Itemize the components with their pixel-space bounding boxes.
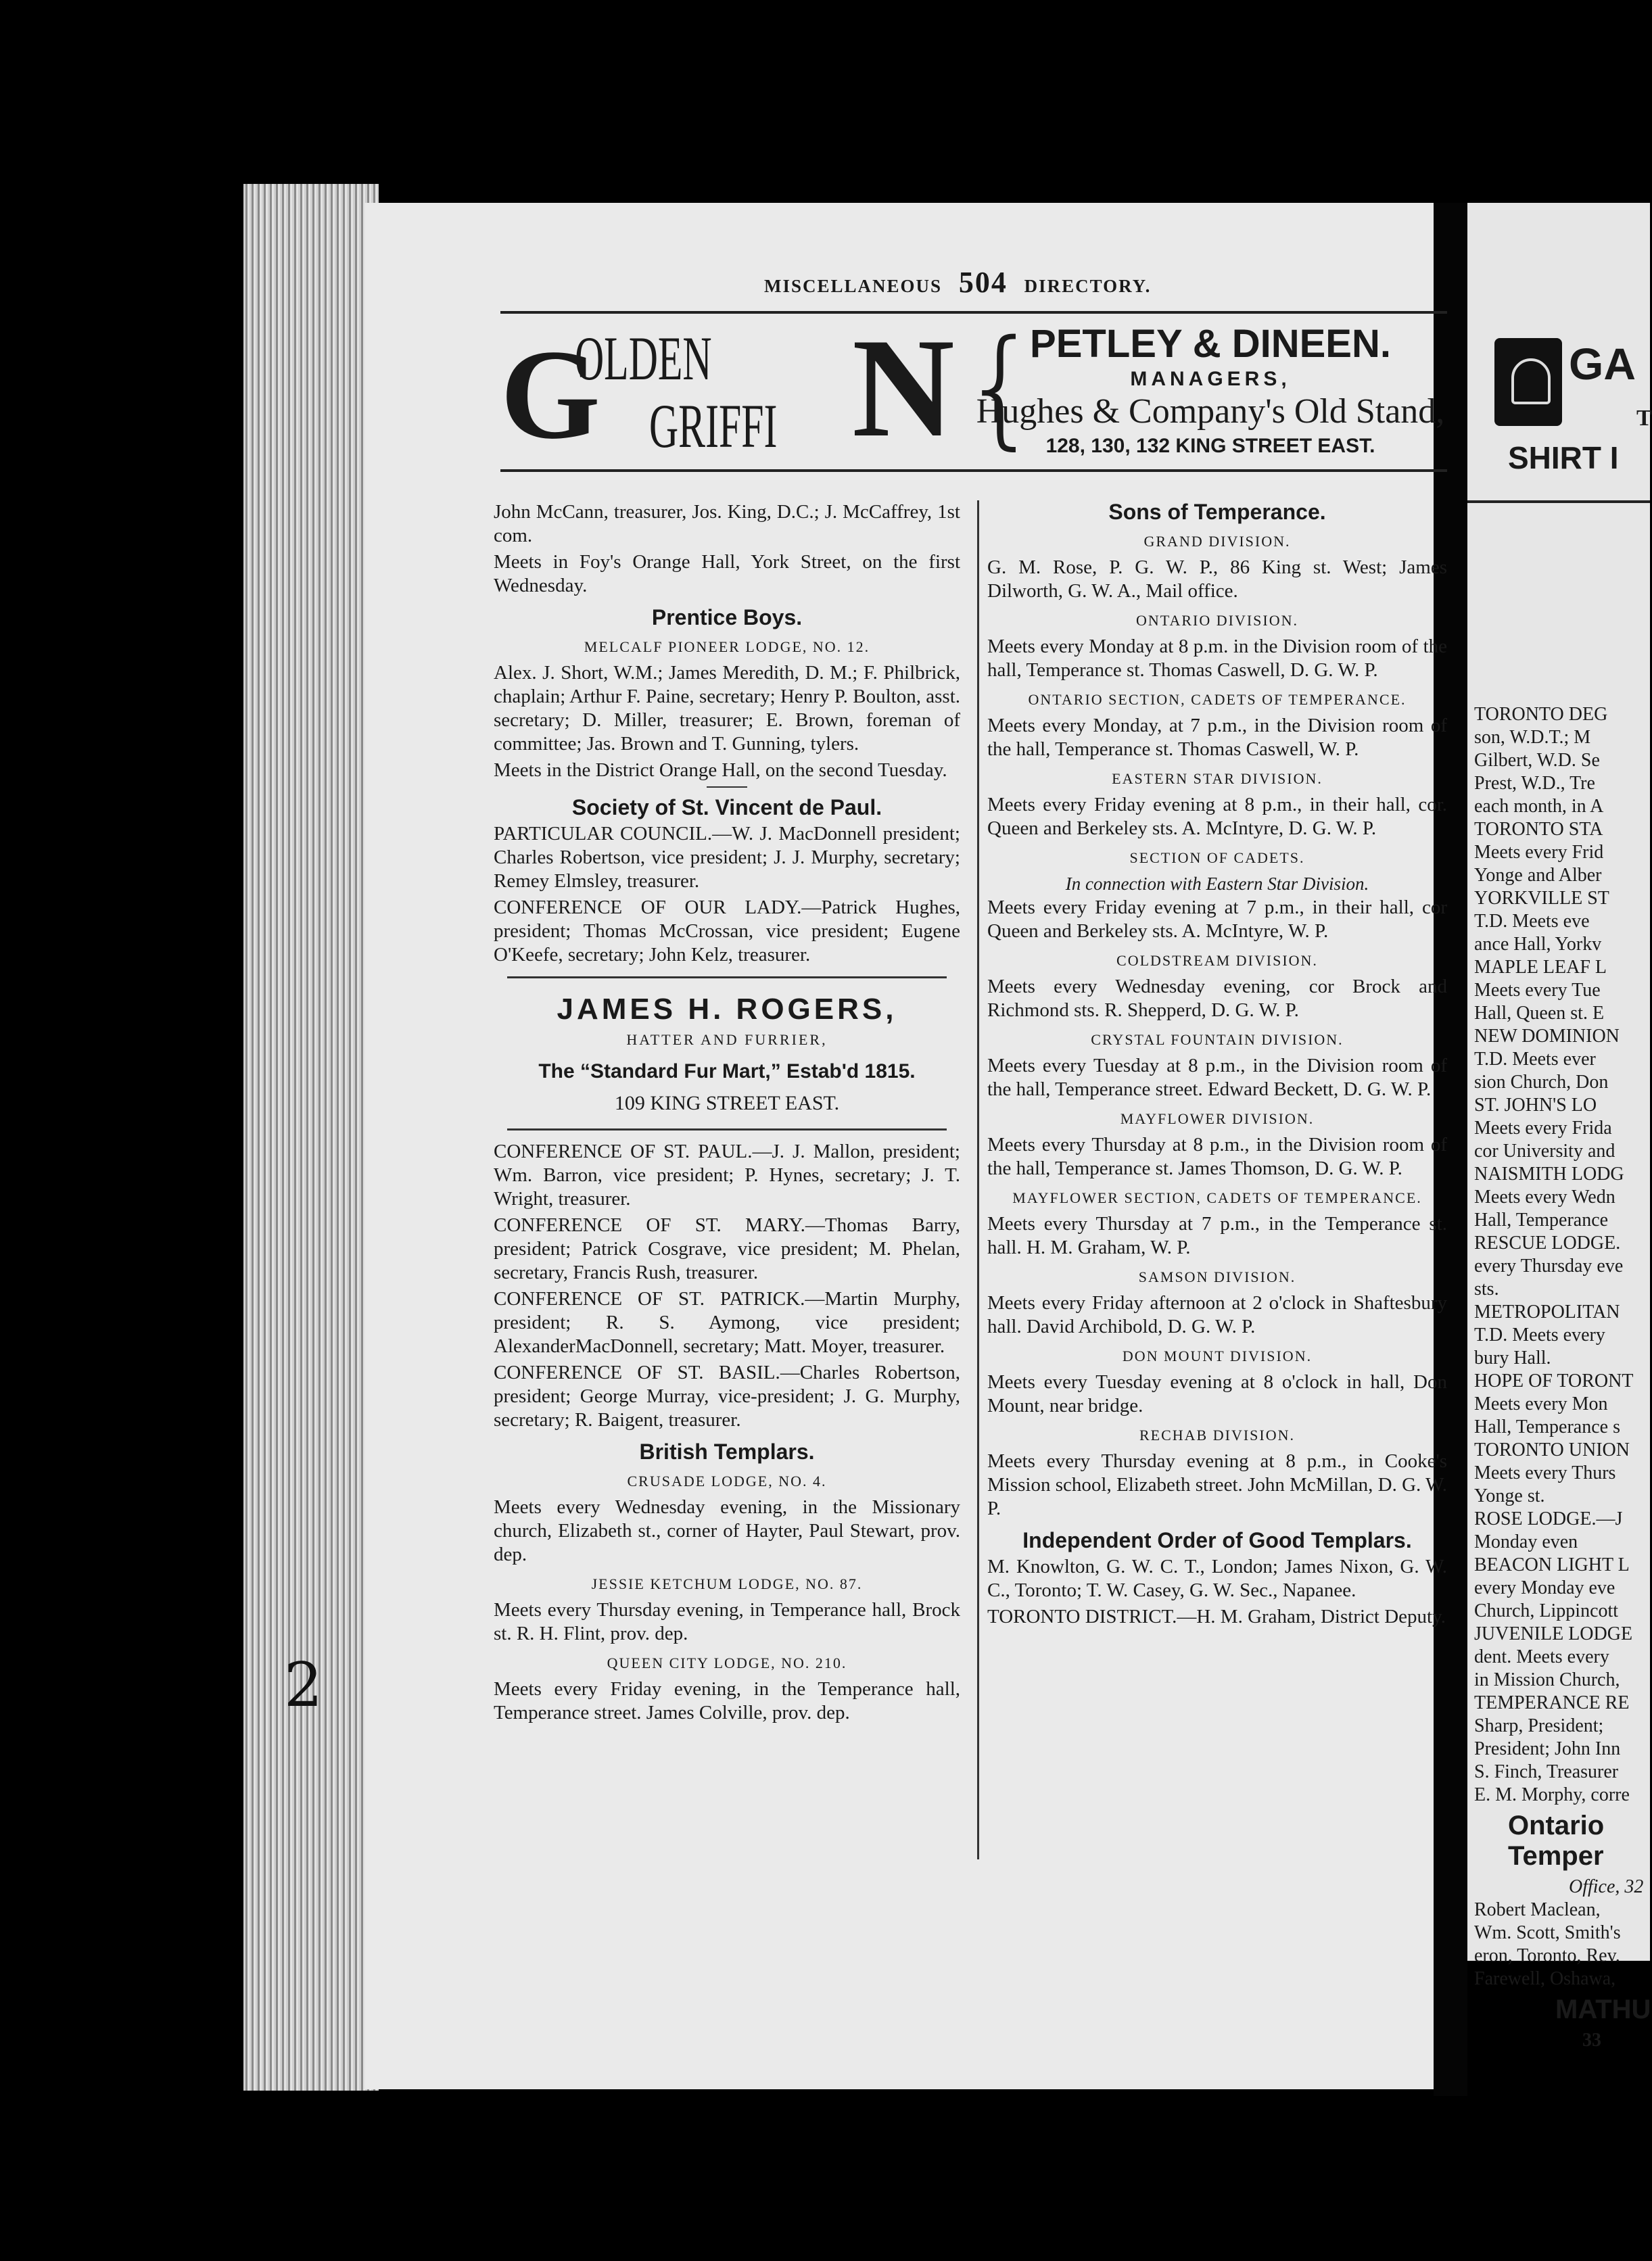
right-ad-shirt: SHIRT I [1508,440,1619,475]
entry-text: Meets every Friday evening, in the Temperance hall, Temperance street. James Colville, prov. dep. [494,1678,960,1723]
ad-address: 128, 130, 132 KING STREET EAST. [1045,435,1375,457]
entry-text: Meets in the District Orange Hall, on the second Tuesday. [494,759,947,781]
page-number: 504 [958,266,1008,299]
right-list-line: cor University and [1474,1141,1615,1162]
header-left: MISCELLANEOUS [764,276,943,296]
lodge-heading: CRUSADE LODGE, NO. 4. [627,1473,827,1490]
right-list-line: President; John Inn [1474,1738,1621,1759]
entry-text: Meets every Thursday evening at 8 p.m., in Cooke's Mission school, Elizabeth street. John McMillan, D. G. W. P. [987,1450,1447,1519]
right-list-line: bury Hall. [1474,1348,1551,1368]
ad-griffi: GRIFFI [649,391,778,460]
right-page [1467,203,1652,2051]
right-list-line: Monday even [1474,1531,1578,1552]
entry-text: Alex. J. Short, W.M.; James Meredith, D. M.; F. Philbrick, chaplain; Arthur F. Paine, secretary; Henry P. Boulton, asst. secretary; D. Miller, treasurer; E. Brown, foreman of committee; Jas. Brown and T. Gunning, tylers. [494,662,960,755]
entry-text: Meets every Wednesday evening, in the Missionary church, Elizabeth st., corner of Hayter, Paul Stewart, prov. dep. [494,1496,960,1565]
right-ad-title: GA [1569,339,1636,389]
ad-old-stand: Hughes & Company's Old Stand, [976,392,1445,431]
entry-text: Meets every Wednesday evening, cor Brock and Richmond sts. R. Shepperd, D. G. W. P. [987,976,1447,1021]
right-list-line: S. Finch, Treasurer [1474,1761,1619,1782]
right-list-line: every Monday eve [1474,1577,1615,1598]
right-list-line: dent. Meets every [1474,1646,1609,1667]
right-mathu: MATHU [1555,1995,1651,2024]
shirt-logo-icon [1494,338,1562,426]
right-list-line: MAPLE LEAF L [1474,957,1607,978]
right-list-line: Yonge and Alber [1474,865,1602,886]
right-list-line: every Thursday eve [1474,1256,1624,1277]
right-ontario-heading: Ontario Temper [1508,1811,1605,1871]
right-list-line: Hall, Queen st. E [1474,1003,1605,1024]
right-page-number: 33 [1582,2030,1601,2051]
right-list-line: T.D. Meets eve [1474,911,1590,932]
divider [707,786,747,788]
entry-text: G. M. Rose, P. G. W. P., 86 King st. West; James Dilworth, G. W. A., Mail office. [987,556,1447,602]
division-heading: DON MOUNT DIVISION. [1122,1348,1313,1364]
right-list-line: ROSE LODGE.—J [1474,1508,1623,1529]
right-list-line: TEMPERANCE RE [1474,1692,1630,1713]
entry-text: M. Knowlton, G. W. C. T., London; James Nixon, G. W. C., Toronto; T. W. Casey, G. W. Sec., Napanee. [987,1556,1447,1601]
division-heading: MAYFLOWER SECTION, CADETS OF TEMPERANCE. [1012,1189,1422,1206]
ad-letter-g: G [500,324,600,466]
right-list-line: METROPOLITAN [1474,1302,1620,1323]
entry-text: Meets every Friday evening at 8 p.m., in their hall, cor. Queen and Berkeley sts. A. McIntyre, D. G. W. P. [987,794,1447,839]
right-list-line: each month, in A [1474,796,1604,817]
right-list-line: TORONTO UNION [1474,1439,1630,1460]
division-heading: COLDSTREAM DIVISION. [1116,952,1318,969]
right-list-line: Meets every Frida [1474,1118,1612,1139]
entry-text: Meets every Friday afternoon at 2 o'clock in Shaftesbury hall. David Archibold, D. G. W. P. [987,1292,1447,1337]
division-heading: SAMSON DIVISION. [1138,1268,1296,1285]
section-heading: Prentice Boys. [651,605,803,629]
right-list-line: T.D. Meets ever [1474,1049,1596,1070]
right-list-line: Gilbert, W.D. Se [1474,750,1600,771]
entry-text: Meets every Monday, at 7 p.m., in the Division room of the hall, Temperance st. Thomas Caswell, W. P. [987,715,1447,760]
right-list-line: TORONTO STA [1474,819,1603,840]
right-list-line: Yonge st. [1474,1485,1545,1506]
right-list-line: JUVENILE LODGE [1474,1623,1633,1644]
entry-text: John McCann, treasurer, Jos. King, D.C.; J. McCaffrey, 1st com. [494,501,960,546]
right-list-line: eron, Toronto, Rev. [1474,1945,1620,1966]
entry-text: Meets in Foy's Orange Hall, York Street, on the first Wednesday. [494,551,960,596]
right-list-line: YORKVILLE ST [1474,888,1609,909]
entry-text: Meets every Thursday at 7 p.m., in the Temperance st. hall. H. M. Graham, W. P. [987,1213,1447,1258]
divider [507,1128,947,1130]
entry-text: Meets every Tuesday at 8 p.m., in the Division room of the hall, Temperance street. Edward Beckett, D. G. W. P. [987,1055,1447,1100]
divider [507,976,947,978]
right-list-line: sts. [1474,1279,1499,1300]
right-list-line: Prest, W.D., Tre [1474,773,1595,794]
ad-brace: { [960,312,1042,462]
middle-column [987,500,1447,1632]
division-heading: ONTARIO SECTION, CADETS OF TEMPERANCE. [1028,691,1407,708]
right-list-line: son, W.D.T.; M [1474,727,1591,748]
entry-text: PARTICULAR COUNCIL.—W. J. MacDonnell president; Charles Robertson, vice president; J. J. Murphy, secretary; Remey Elmsley, treasurer. [494,823,960,892]
left-column [494,500,960,1728]
entry-text: TORONTO DISTRICT.—H. M. Graham, District Deputy. [987,1606,1446,1627]
lodge-heading: QUEEN CITY LODGE, NO. 210. [607,1655,847,1671]
right-list-line: E. M. Morphy, corre [1474,1784,1630,1805]
rogers-ad-address: 109 KING STREET EAST. [614,1092,840,1114]
division-heading: GRAND DIVISION. [1143,533,1291,550]
division-heading: RECHAB DIVISION. [1139,1427,1295,1444]
entry-text: Meets every Monday at 8 p.m. in the Division room of the hall, Temperance st. Thomas Caswell, D. G. W. P. [987,636,1447,681]
ad-details [974,320,1447,460]
division-heading: ONTARIO DIVISION. [1136,612,1298,629]
entry-text: Meets every Tuesday evening at 8 o'clock in hall, Don Mount, near bridge. [987,1371,1447,1417]
ad-firm-name: PETLEY & DINEEN. [1030,322,1391,366]
right-list-line: Farewell, Oshawa, [1474,1968,1616,1989]
page-header [764,265,1151,300]
entry-text: Meets every Thursday evening, in Temperance hall, Brock st. R. H. Flint, prov. dep. [494,1599,960,1644]
right-list-line: Hall, Temperance s [1474,1417,1620,1437]
right-list-line: Church, Lippincott [1474,1600,1619,1621]
ad-letter-n: N [852,310,955,467]
right-list-line: Robert Maclean, [1474,1899,1601,1920]
ad-golden: OLDEN [575,324,712,393]
ad-managers: MANAGERS, [1130,368,1291,390]
book-page-edges [243,184,379,2091]
right-list-line: RESCUE LODGE. [1474,1233,1621,1254]
right-list-line: Meets every Tue [1474,980,1601,1001]
division-note: In connection with Eastern Star Division. [1065,874,1369,894]
right-list-line: Meets every Mon [1474,1394,1608,1414]
right-list-line: ance Hall, Yorkv [1474,934,1602,955]
section-heading: British Templars. [639,1439,815,1464]
lodge-heading: MELCALF PIONEER LODGE, NO. 12. [584,638,870,655]
column-divider [977,500,979,1859]
entry-text: CONFERENCE OF ST. PAUL.—J. J. Mallon, president; Wm. Barron, vice president; P. Hynes, secretary; J. T. Wright, treasurer. [494,1141,960,1210]
section-heading: Society of St. Vincent de Paul. [571,795,882,819]
right-list-line: Meets every Frid [1474,842,1604,863]
division-heading: MAYFLOWER DIVISION. [1120,1110,1315,1127]
right-list-line: ST. JOHN'S LO [1474,1095,1597,1116]
rogers-ad-title: JAMES H. ROGERS, [557,993,897,1026]
section-heading: Sons of Temperance. [1108,500,1326,524]
right-list-line: Wm. Scott, Smith's [1474,1922,1621,1943]
right-list-line: NAISMITH LODG [1474,1164,1624,1185]
pencil-mark: 2 [284,1650,323,1721]
right-list-line: Meets every Thurs [1474,1462,1616,1483]
entry-text: Meets every Thursday at 8 p.m., in the Division room of the hall, Temperance st. James Thomson, D. G. W. P. [987,1134,1447,1179]
entry-text: CONFERENCE OF ST. MARY.—Thomas Barry, president; Patrick Cosgrave, vice president; M. Phelan, secretary, Francis Rush, treasurer. [494,1214,960,1283]
division-heading: CRYSTAL FOUNTAIN DIVISION. [1091,1031,1344,1048]
header-right: DIRECTORY. [1024,276,1152,296]
right-list-line: Sharp, President; [1474,1715,1604,1736]
right-list-line: NEW DOMINION [1474,1026,1620,1047]
entry-text: CONFERENCE OF OUR LADY.—Patrick Hughes, president; Thomas McCrossan, vice president; Eugene O'Keefe, secretary; John Kelz, treasurer. [494,897,960,966]
right-list-line: HOPE OF TORONT [1474,1371,1634,1391]
right-ad-rule [1467,500,1650,503]
section-heading: Independent Order of Good Templars. [1022,1528,1412,1552]
rogers-ad-slogan: The “Standard Fur Mart,” Estab'd 1815. [538,1060,916,1082]
lodge-heading: JESSIE KETCHUM LODGE, NO. 87. [591,1575,863,1592]
right-list-line: sion Church, Don [1474,1072,1609,1093]
entry-text: Meets every Friday evening at 7 p.m., in their hall, cor Queen and Berkeley sts. A. McIntyre, W. P. [987,897,1447,942]
right-page-list [1467,703,1650,2052]
golden-griffin-advertisement [500,311,1447,472]
entry-text: CONFERENCE OF ST. PATRICK.—Martin Murphy, president; R. S. Aymong, vice president; AlexanderMacDonnell, secretary; Matt. Moyer, treasurer. [494,1288,960,1357]
right-list-line: Hall, Temperance [1474,1210,1609,1231]
right-ad-t: T [1636,406,1652,431]
division-heading: SECTION OF CADETS. [1129,849,1305,866]
right-list-line: TORONTO DEG [1474,704,1608,725]
right-list-line: T.D. Meets every [1474,1325,1605,1346]
right-list-line: in Mission Church, [1474,1669,1620,1690]
right-list-line: Meets every Wedn [1474,1187,1615,1208]
entry-text: CONFERENCE OF ST. BASIL.—Charles Robertson, president; George Murray, vice-president; J. G. Murphy, secretary; R. Baigent, treasurer. [494,1362,960,1431]
rogers-ad-trade: HATTER AND FURRIER, [626,1031,828,1048]
division-heading: EASTERN STAR DIVISION. [1112,770,1323,787]
right-office: Office, 32 [1569,1876,1644,1897]
right-list-line: BEACON LIGHT L [1474,1554,1630,1575]
